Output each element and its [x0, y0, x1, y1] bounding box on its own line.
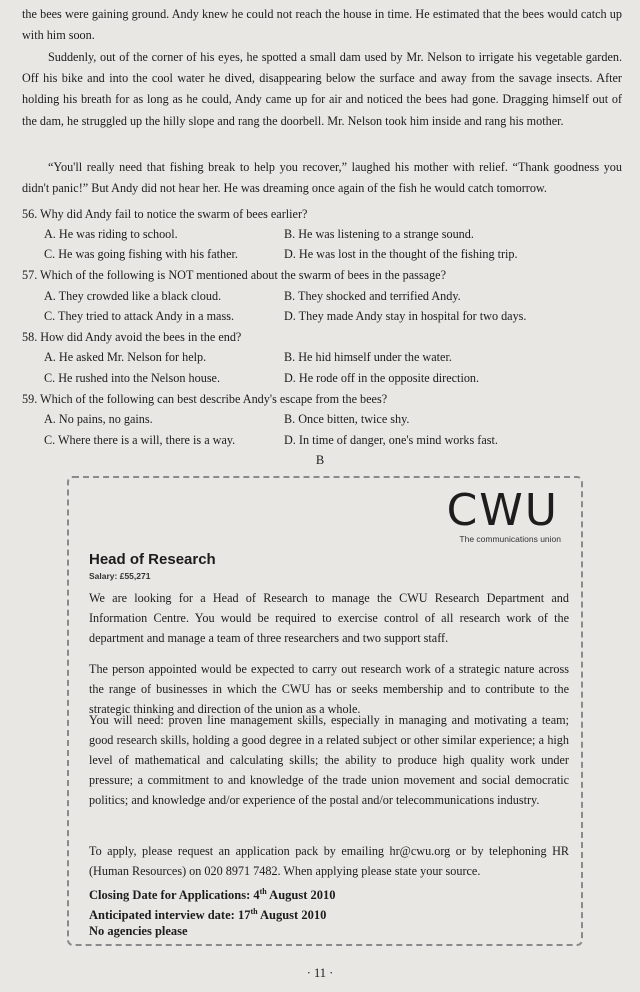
question-58-option-b: B. He hid himself under the water. — [284, 350, 452, 364]
question-57: 57. Which of the following is NOT mentioned about the swarm of bees in the passage? — [22, 268, 446, 282]
question-58-option-c: C. He rushed into the Nelson house. — [44, 371, 221, 385]
question-56-option-c: C. He was going fishing with his father. — [44, 247, 238, 261]
question-57-option-d: D. They made Andy stay in hospital for two days. — [284, 309, 527, 323]
passage-paragraph-1: the bees were gaining ground. Andy knew he could not reach the house in time. He estimated that the bees would catch up with him soon. — [22, 7, 622, 43]
question-58-option-a: A. He asked Mr. Nelson for help. — [44, 350, 207, 364]
ad-paragraph-4: To apply, please request an application pack by emailing hr@cwu.org or by telephoning HR (Human Resources) on 020 8971 7482. When applying please state your source. — [89, 844, 569, 878]
question-56-option-d: D. He was lost in the thought of the fishing trip. — [284, 247, 518, 261]
job-title: Head of Research — [89, 551, 216, 568]
closing-date: Closing Date for Applications: 4th August 2010 — [89, 887, 336, 903]
interview-date: Anticipated interview date: 17th August 2010 — [89, 907, 327, 923]
question-59-option-a: A. No pains, no gains. — [44, 412, 153, 426]
question-58-option-d: D. He rode off in the opposite direction. — [284, 371, 480, 385]
question-56-option-b: B. He was listening to a strange sound. — [284, 227, 474, 241]
cwu-logo: CWU — [446, 485, 559, 536]
question-58: 58. How did Andy avoid the bees in the end? — [22, 330, 242, 344]
question-56-option-a: A. He was riding to school. — [44, 227, 178, 241]
question-59-option-b: B. Once bitten, twice shy. — [284, 412, 410, 426]
passage-paragraph-2: Suddenly, out of the corner of his eyes, he spotted a small dam used by Mr. Nelson to irrigate his vegetable garden. Off his bike and into the cool water he dived, disappearing below the surface and away from the savage insects. After holding his breath for as long as he could, Andy came up for air and noticed the bees had gone. Dragging himself out of the dam, he struggled up the hilly slope and rang the doorbell. Mr. Nelson took him inside and rang his mother. — [22, 50, 622, 128]
passage-paragraph-3: “You'll really need that fishing break to help you recover,” laughed his mother with relief. “Thank goodness you didn't panic!” But Andy did not hear her. He was dreaming once again of the fish he would catch tomorrow. — [22, 160, 622, 196]
question-57-option-a: A. They crowded like a black cloud. — [44, 289, 222, 303]
question-59-option-c: C. Where there is a will, there is a way. — [44, 433, 236, 447]
ad-paragraph-2: The person appointed would be expected to carry out research work of a strategic nature across the range of businesses in which the CWU has or seeks membership and to contribute to the strategic thinking and direction of the union as a whole. — [89, 662, 569, 716]
question-57-option-c: C. They tried to attack Andy in a mass. — [44, 309, 235, 323]
ad-paragraph-1: We are looking for a Head of Research to manage the CWU Research Department and Information Centre. You would be required to exercise control of all research work of the department and manage a team of three researchers and two support staff. — [89, 591, 569, 645]
page-number: · 11 · — [306, 966, 334, 980]
salary: Salary: £55,271 — [89, 571, 151, 581]
question-59: 59. Which of the following can best describe Andy's escape from the bees? — [22, 392, 388, 406]
ad-paragraph-3: You will need: proven line management skills, especially in managing and motivating a team; good research skills, holding a good degree in a related subject or other similar experience; a high level of mathematical and calculating skills; the ability to produce high quality work under pressure; a commitment to and knowledge of the trade union movement and social democratic politics; and knowledge and/or experience of the postal and/or telecommunications industry. — [89, 713, 569, 807]
question-59-option-d: D. In time of danger, one's mind works fast. — [284, 433, 498, 447]
question-56: 56. Why did Andy fail to notice the swarm of bees earlier? — [22, 207, 308, 221]
section-label: B — [315, 453, 325, 467]
no-agencies-note: No agencies please — [89, 924, 188, 938]
logo-tagline: The communications union — [459, 534, 561, 544]
job-advertisement — [67, 476, 583, 946]
question-57-option-b: B. They shocked and terrified Andy. — [284, 289, 461, 303]
